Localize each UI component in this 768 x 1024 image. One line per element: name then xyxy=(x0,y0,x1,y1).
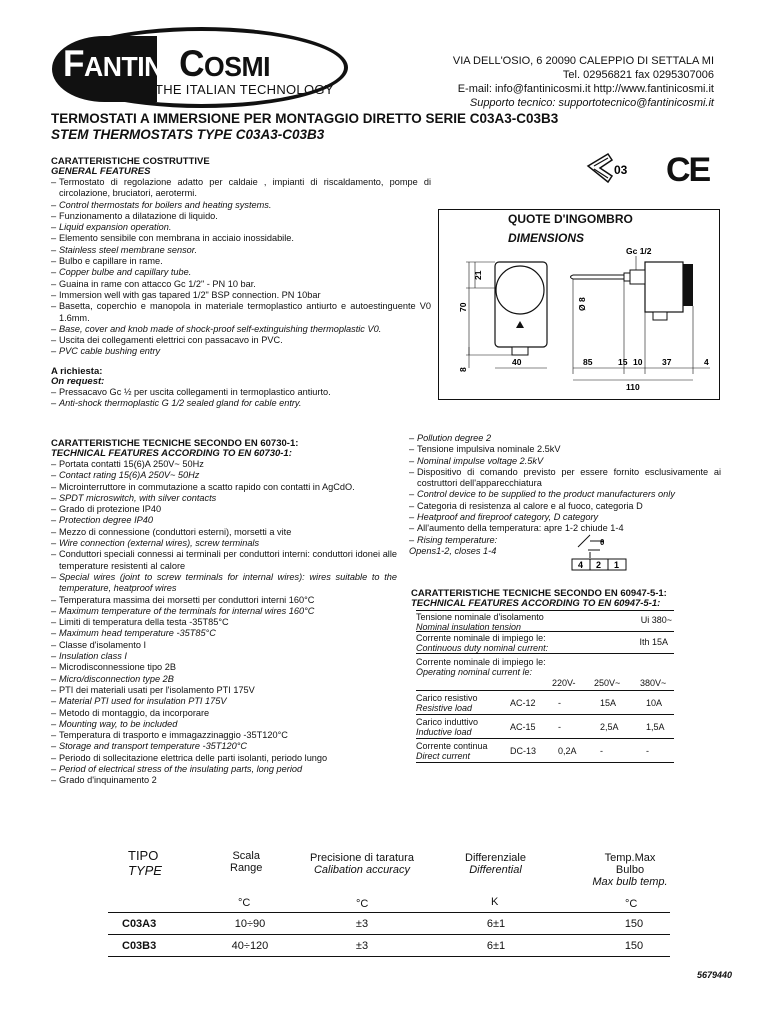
list-item: – Storage and transport temperature -35T120°C xyxy=(51,741,397,752)
list-item: – Classe d'isolamento I xyxy=(51,640,397,651)
maxtemp-value: 150 xyxy=(624,940,644,952)
side-view-knob xyxy=(683,264,693,306)
accuracy-value: ±3 xyxy=(355,918,369,930)
en60730-list xyxy=(51,459,397,787)
logo-word-osmi: OSMI xyxy=(204,51,271,82)
title-english: STEM THERMOSTATS TYPE C03A3-C03B3 xyxy=(51,127,325,142)
en60730-heading-it: CARATTERISTICHE TECNICHE SECONDO EN 60730-1: xyxy=(51,438,299,449)
list-item: – Maximum temperature of the terminals for internal wires 160°C xyxy=(51,606,397,617)
general-heading-en: GENERAL FEATURES xyxy=(51,166,151,177)
request-heading xyxy=(51,367,431,387)
en60730-continued-list xyxy=(409,433,721,546)
header-accuracy-en: Calibation accuracy xyxy=(313,864,410,876)
list-item: – Termostato di regolazione adatto per caldaie , impianti di riscaldamento, pompe di circolazione, bruciatori, aerotermi. xyxy=(51,177,431,200)
unit-accuracy: °C xyxy=(356,898,369,910)
en60947-heading-it: CARATTERISTICHE TECNICHE SECONDO EN 60947-5-1: xyxy=(411,588,667,599)
list-item: – Mezzo di connessione (conduttori esterni), morsetti a vite xyxy=(51,527,397,538)
opens-closes: Opens1-2, closes 1-4 xyxy=(409,545,497,556)
list-item: – Pressacavo Gc ½ per uscita collegamenti in termoplastico antiurto. xyxy=(51,387,431,398)
dimensions-drawing xyxy=(440,244,718,394)
header-accuracy-it: Precisione di taratura xyxy=(310,852,414,864)
type-code: C03A3 xyxy=(122,918,157,930)
load-value-220: 0,2A xyxy=(558,746,577,756)
list-item: – Stainless steel membrane sensor. xyxy=(51,245,431,256)
list-item: – Control device to be supplied to the product manufacturers only xyxy=(409,489,721,500)
terminal-1: 1 xyxy=(614,560,620,570)
imq-mark-icon xyxy=(586,152,642,184)
list-item: – Bulbo e capillare in rame. xyxy=(51,256,431,267)
list-item: – Mounting way, to be included xyxy=(51,719,397,730)
table-row xyxy=(108,916,670,935)
header-maxtemp xyxy=(590,852,670,888)
logo-letter-f: F xyxy=(63,43,85,84)
en60947-table xyxy=(416,610,674,763)
insulation-row xyxy=(416,610,674,632)
logo-tagline: THE ITALIAN TECHNOLOGY xyxy=(155,82,334,97)
side-view-head xyxy=(645,262,683,312)
load-value-250: 2,5A xyxy=(600,722,619,732)
list-item: – Nominal impulse voltage 2.5kV xyxy=(409,456,721,467)
list-item: – Wire connection (external wires), screw terminals xyxy=(51,538,397,549)
header-range xyxy=(230,850,262,874)
table-row xyxy=(108,938,670,957)
list-item: – Contact rating 15(6)A 250V~ 50Hz xyxy=(51,470,397,481)
col-220v: 220V- xyxy=(552,678,576,688)
list-item: – Material PTI used for insulation PTI 175V xyxy=(51,696,397,707)
differential-value: 6±1 xyxy=(486,918,506,930)
load-rows xyxy=(416,690,674,763)
en60947-heading xyxy=(411,589,711,609)
header-type-it: TIPO xyxy=(128,848,159,863)
load-value-380: 10A xyxy=(646,698,663,708)
request-list xyxy=(51,387,431,410)
knob-icon xyxy=(496,266,544,314)
load-label-en: Inductive load xyxy=(416,727,472,737)
load-label-it: Corrente continua xyxy=(416,741,488,751)
dimensions-title-it: QUOTE D'INGOMBRO xyxy=(508,212,633,226)
list-item: – Insulation class I xyxy=(51,651,397,662)
list-item: – Anti-shock thermoplastic G 1/2 sealed gland for cable entry. xyxy=(51,398,431,409)
operating-label-it: Corrente nominale di impiego le: xyxy=(416,657,546,667)
differential-value: 6±1 xyxy=(486,940,506,952)
list-item: – Control thermostats for boilers and heating systems. xyxy=(51,200,431,211)
list-item: – Pollution degree 2 xyxy=(409,433,721,444)
logo-letter-c: C xyxy=(169,43,205,84)
dim-diameter-8: Ø 8 xyxy=(577,297,587,311)
list-item: – Base, cover and knob made of shock-proof self-extinguishing thermoplastic V0. xyxy=(51,324,431,335)
header-range-en: Range xyxy=(230,862,263,874)
load-value-380: 1,5A xyxy=(646,722,665,732)
list-item: – Basetta, coperchio e manopola in materiale termoplastico antiurto e autoestinguente V0 1.6mm. xyxy=(51,301,431,324)
dim-4: 4 xyxy=(704,357,709,367)
list-item: – SPDT microswitch, with silver contacts xyxy=(51,493,397,504)
header-accuracy xyxy=(310,852,414,876)
list-item: – Liquid expansion operation. xyxy=(51,222,431,233)
unit-differential: K xyxy=(491,896,499,908)
list-item: – Uscita dei collegamenti elettrici con passacavo in PVC. xyxy=(51,335,431,346)
list-item: – Elemento sensibile con membrana in acciaio inossidabile. xyxy=(51,233,431,244)
list-item: – Categoria di resistenza al calore e al fuoco, categoria D xyxy=(409,501,721,512)
header-differential-en: Differential xyxy=(469,864,522,876)
load-label-it: Carico resistivo xyxy=(416,693,478,703)
title-italian: TERMOSTATI A IMMERSIONE PER MONTAGGIO DIRETTO SERIE C03A3-C03B3 xyxy=(51,111,559,126)
general-features-list xyxy=(51,177,431,358)
list-item: – Protection degree IP40 xyxy=(51,515,397,526)
company-logo xyxy=(63,43,270,85)
maxtemp-value: 150 xyxy=(624,918,644,930)
col-380v: 380V~ xyxy=(640,678,667,688)
continuous-label-en: Continuous duty nominal current: xyxy=(416,643,549,653)
load-label-en: Resistive load xyxy=(416,703,473,713)
list-item: – PVC cable bushing entry xyxy=(51,346,431,357)
ce-mark-icon: CE xyxy=(666,151,710,189)
dim-40: 40 xyxy=(512,357,522,367)
general-heading-it: CARATTERISTICHE COSTRUTTIVE xyxy=(51,156,210,167)
header-type-en: TYPE xyxy=(128,863,162,878)
en60947-section xyxy=(411,589,711,609)
load-code: AC-12 xyxy=(510,698,536,708)
email-link[interactable]: E-mail: info@fantinicosmi.it http://www.fantinicosmi.it xyxy=(457,83,714,95)
en60730-heading-en: TECHNICAL FEATURES ACCORDING TO EN 60730-1: xyxy=(51,448,292,459)
dim-70: 70 xyxy=(458,302,468,312)
dim-gc-thread: Gc 1/2 xyxy=(626,246,652,256)
load-code: AC-15 xyxy=(510,722,536,732)
dimensions-title-en: DIMENSIONS xyxy=(508,231,585,245)
request-heading-en: On request: xyxy=(51,375,105,387)
address: VIA DELL'OSIO, 6 20090 CALEPPIO DI SETTALA MI xyxy=(452,55,714,67)
list-item: – Microinterruttore in commutazione a scatto rapido con contatti in AgCdO. xyxy=(51,482,397,493)
continuous-row xyxy=(416,632,674,654)
continuous-label-it: Corrente nominale di impiego le: xyxy=(416,633,546,643)
header-maxtemp-it: Temp.Max Bulbo xyxy=(604,852,656,876)
dim-85: 85 xyxy=(583,357,593,367)
list-item: – Funzionamento a dilatazione di liquido. xyxy=(51,211,431,222)
dim-15: 15 xyxy=(618,357,628,367)
insulation-label-en: Nominal insulation tension xyxy=(416,622,522,632)
terminal-4: 4 xyxy=(578,560,584,570)
range-value: 10÷90 xyxy=(234,918,266,930)
load-row xyxy=(416,739,674,763)
side-view-nut xyxy=(630,270,645,284)
list-item: – Conduttori speciali connessi ai terminali per conduttori interni: conduttori idonei alle temperature resistenti al calore xyxy=(51,549,397,572)
list-item: – Limiti di temperatura della testa -35T85°C xyxy=(51,617,397,628)
request-heading-it: A richiesta: xyxy=(51,365,103,377)
list-item: – Periodo di sollecitazione elettrica delle parti isolanti, periodo lungo xyxy=(51,753,397,764)
load-row xyxy=(416,715,674,739)
general-features-section xyxy=(51,157,431,409)
switch-symbol-icon xyxy=(570,531,632,571)
list-item: – Dispositivo di comando previsto per essere fornito esclusivamente ai costruttori dell'apparecchiatura xyxy=(409,467,721,490)
list-item: – Grado di protezione IP40 xyxy=(51,504,397,515)
load-row xyxy=(416,691,674,715)
header-differential xyxy=(465,852,526,876)
operating-row xyxy=(416,654,674,687)
dim-8: 8 xyxy=(458,367,468,372)
range-value: 40÷120 xyxy=(231,940,269,952)
list-item: – Heatproof and fireproof category, D category xyxy=(409,512,721,523)
load-value-220: - xyxy=(558,698,561,708)
list-item: – Special wires (joint to screw terminals for internal wires): wires suitable to the temperature, heatproof wires xyxy=(51,572,397,595)
header-maxtemp-en: Max bulb temp. xyxy=(592,876,668,888)
en60730-heading xyxy=(51,439,397,459)
load-code: DC-13 xyxy=(510,746,537,756)
load-value-250: - xyxy=(600,746,603,756)
col-250v: 250V~ xyxy=(594,678,621,688)
load-label-it: Carico induttivo xyxy=(416,717,479,727)
unit-range: °C xyxy=(238,897,251,909)
load-value-220: - xyxy=(558,722,561,732)
dim-37: 37 xyxy=(662,357,672,367)
list-item: – All'aumento della temperatura: apre 1-2 chiude 1-4 xyxy=(409,523,721,534)
type-code: C03B3 xyxy=(122,940,157,952)
cable-bushing xyxy=(512,347,528,355)
list-item: – Immersion well with gas tapared 1/2" BSP connection. PN 10bar xyxy=(51,290,431,301)
accuracy-value: ±3 xyxy=(355,940,369,952)
insulation-value: Ui 380~ xyxy=(640,615,672,625)
list-item: – Temperatura massima dei morsetti per conduttori interni 160°C xyxy=(51,595,397,606)
list-item: – Rising temperature: xyxy=(409,535,721,546)
load-label-en: Direct current xyxy=(416,751,471,761)
list-item: – Portata contatti 15(6)A 250V~ 50Hz xyxy=(51,459,397,470)
unit-maxtemp: °C xyxy=(625,898,638,910)
list-item: – Grado d'inquinamento 2 xyxy=(51,775,397,786)
general-heading xyxy=(51,157,431,177)
contact-block xyxy=(453,54,714,110)
document-code: 5679440 xyxy=(696,970,732,980)
list-item: – Metodo di montaggio, da incorporare xyxy=(51,708,397,719)
list-item: – Tensione impulsiva nominale 2.5kV xyxy=(409,444,721,455)
phone: Tel. 02956821 fax 0295307006 xyxy=(562,69,714,81)
list-item: – Temperatura di trasporto e immagazzinaggio -35T120°C xyxy=(51,730,397,741)
support-email[interactable]: Supporto tecnico: supportotecnico@fantinicosmi.it xyxy=(469,97,714,109)
operating-label-en: Operating nominal current le: xyxy=(416,667,533,677)
list-item: – Guaina in rame con attacco Gc 1/2" - PN 10 bar. xyxy=(51,279,431,290)
logo-word-antini: ANTINI xyxy=(84,51,170,82)
load-value-250: 15A xyxy=(600,698,617,708)
table-top-rule xyxy=(108,912,670,913)
en60947-heading-en: TECHNICAL FEATURES ACCORDING TO EN 60947-5-1: xyxy=(411,598,661,609)
header-range-it: Scala xyxy=(232,850,260,862)
dim-110: 110 xyxy=(626,382,640,392)
header-differential-it: Differenziale xyxy=(465,852,526,864)
dim-10: 10 xyxy=(633,357,643,367)
list-item: – PTI dei materiali usati per l'isolamento PTI 175V xyxy=(51,685,397,696)
list-item: – Copper bulbe and capillary tube. xyxy=(51,267,431,278)
list-item: – Micro/disconnection type 2B xyxy=(51,674,397,685)
en60730-continued xyxy=(409,433,721,557)
svg-text:θ: θ xyxy=(600,538,605,547)
list-item: – Microdisconnessione tipo 2B xyxy=(51,662,397,673)
list-item: – Period of electrical stress of the insulating parts, long period xyxy=(51,764,397,775)
en60730-section xyxy=(51,439,397,787)
list-item: – Maximum head temperature -35T85°C xyxy=(51,628,397,639)
load-value-380: - xyxy=(646,746,649,756)
terminal-2: 2 xyxy=(596,560,602,570)
header-type xyxy=(128,848,162,878)
continuous-value: Ith 15A xyxy=(639,637,668,647)
dim-21: 21 xyxy=(473,270,483,280)
insulation-label-it: Tensione nominale d'isolamento xyxy=(416,612,544,622)
cert-mark-number: 03 xyxy=(614,163,628,177)
